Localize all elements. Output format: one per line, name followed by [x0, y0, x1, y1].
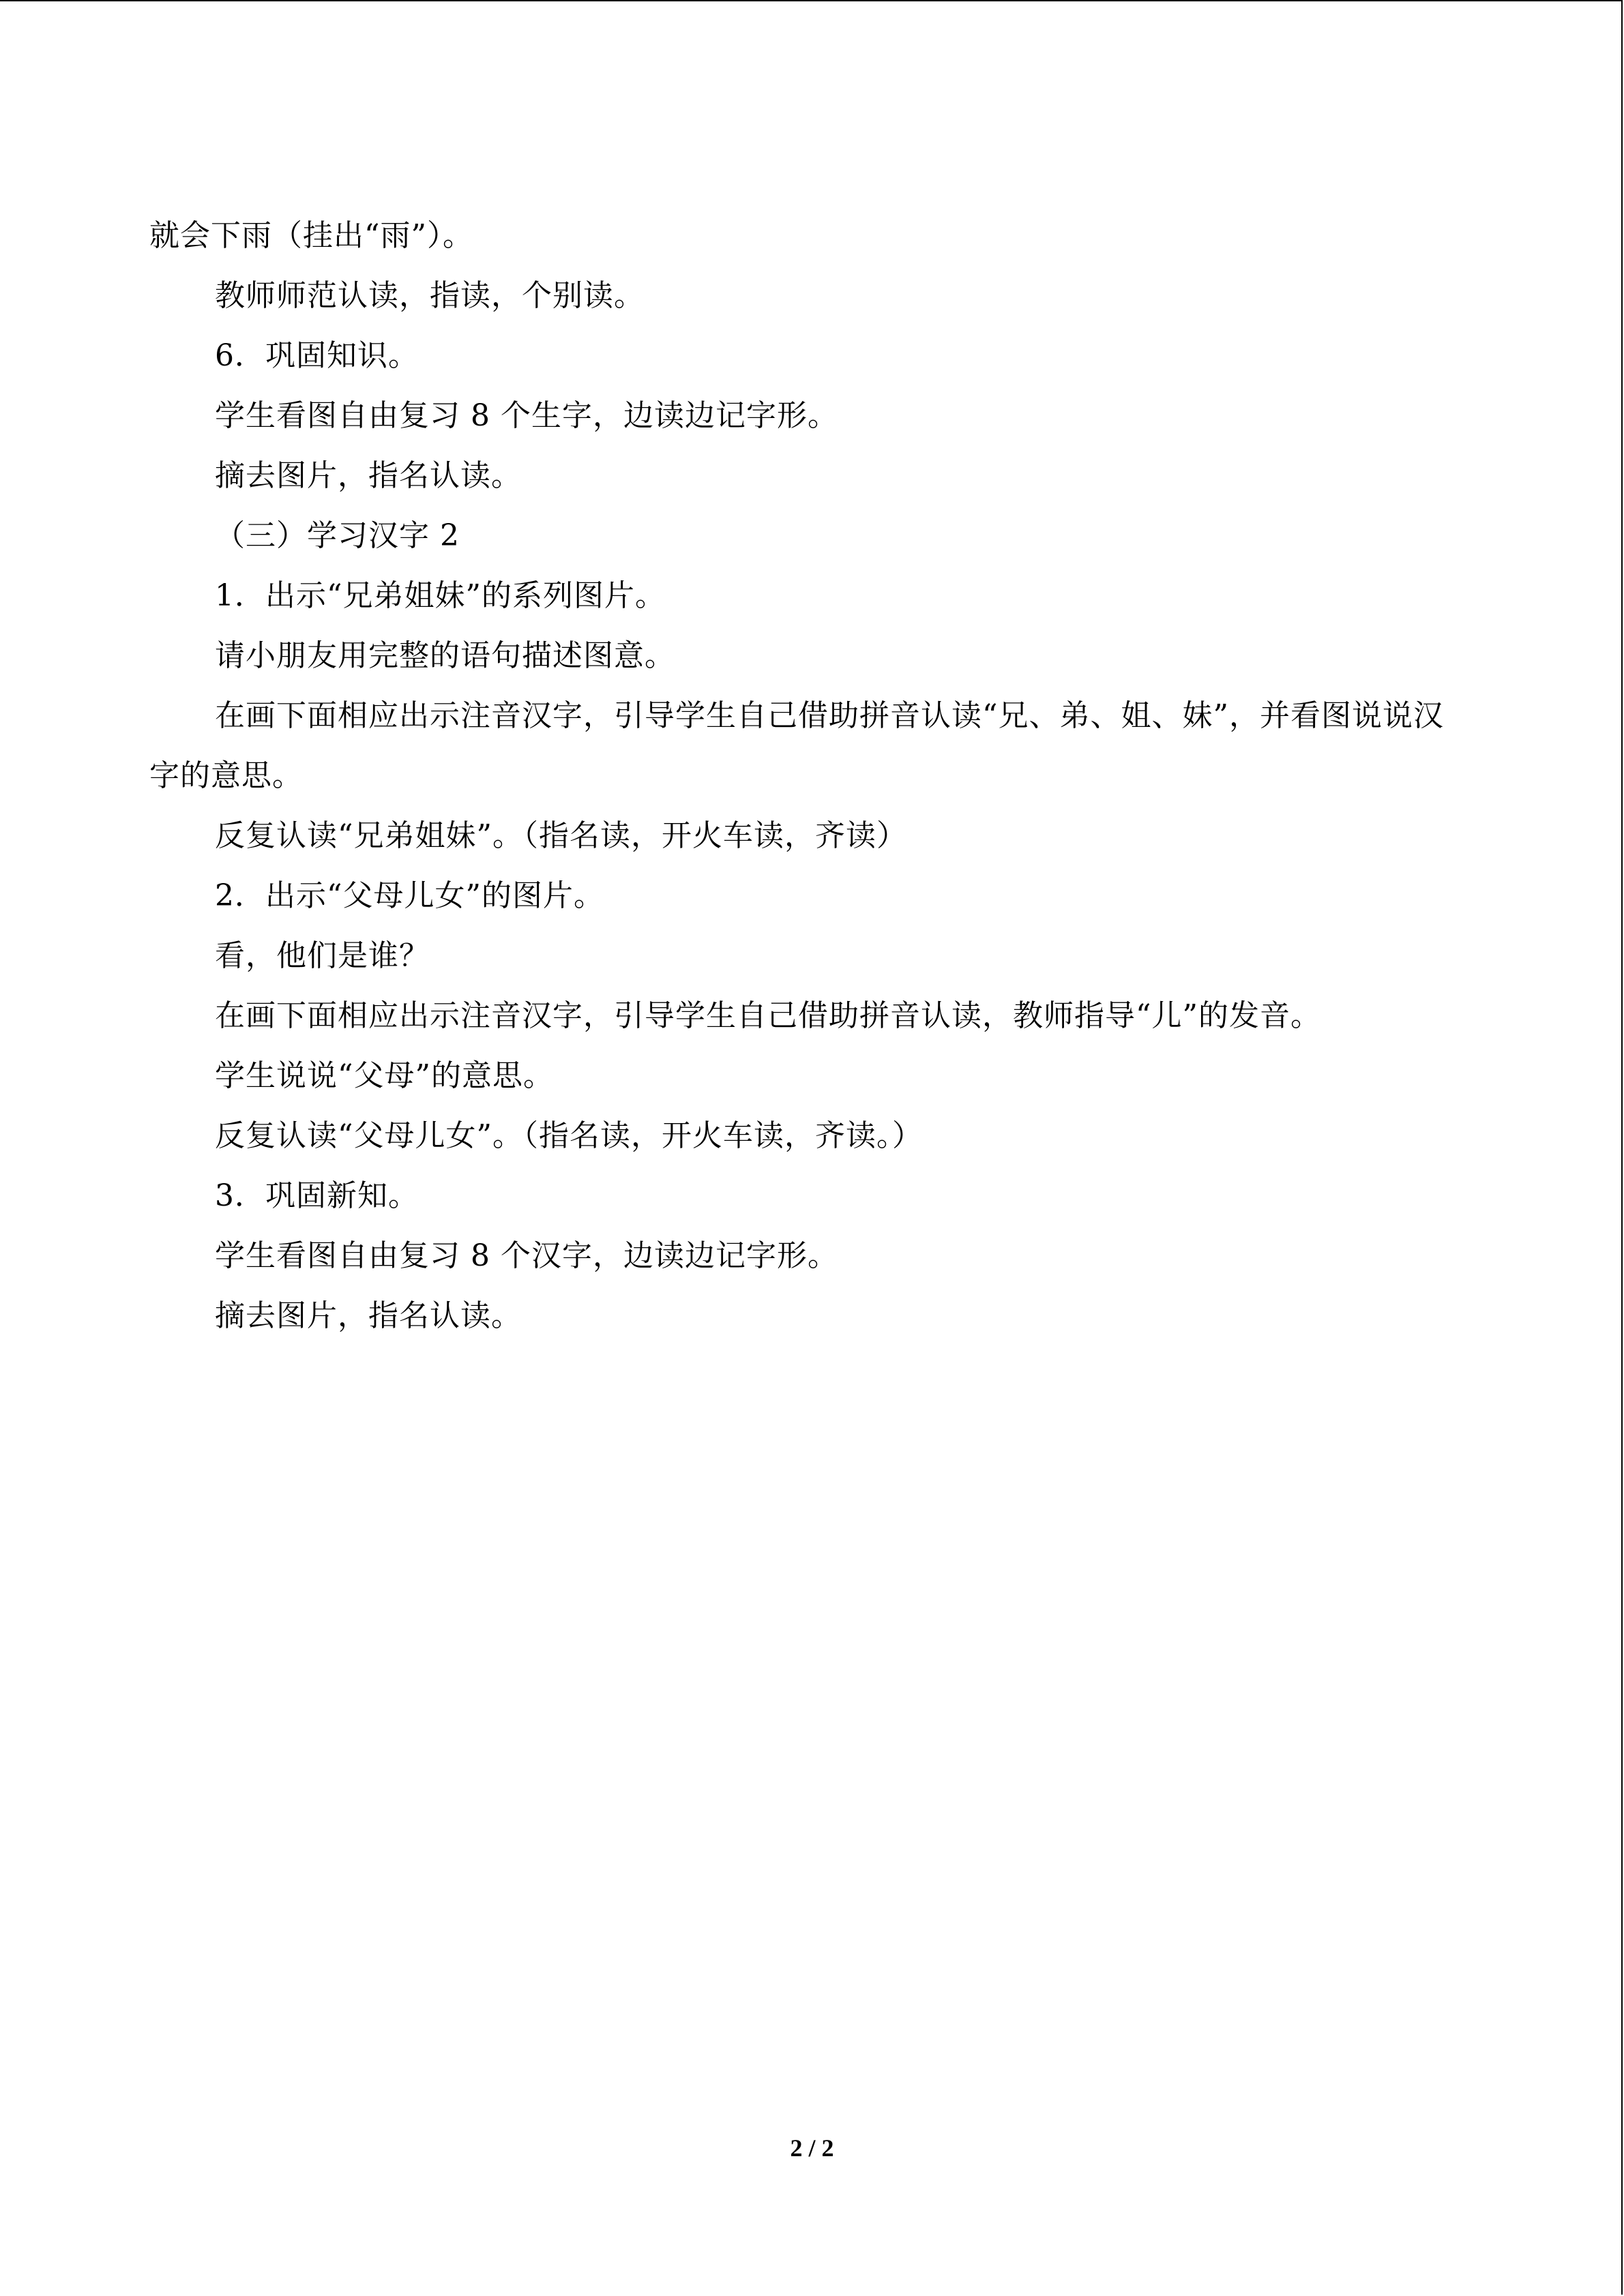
document-body [149, 206, 1459, 1346]
paragraph: 学生看图自由复习 8 个生字，边读边记字形。 [215, 398, 838, 433]
paragraph: 摘去图片，指名认读。 [215, 1298, 522, 1333]
section-heading: （三）学习汉字 2 [215, 518, 460, 553]
paragraph: 2．出示“父母儿女”的图片。 [215, 878, 604, 913]
paragraph: 就会下雨（挂出“雨”）。 [149, 218, 473, 253]
paragraph: 6．巩固知识。 [215, 338, 419, 373]
paragraph: 反复认读“父母儿女”。（指名读，开火车读，齐读。） [215, 1118, 923, 1153]
paragraph: 摘去图片，指名认读。 [215, 458, 522, 493]
page-number: 2 / 2 [790, 2134, 834, 2162]
paragraph: 在画下面相应出示注音汉字，引导学生自己借助拼音认读“兄、弟、姐、妹”，并看图说说汉字的意思。 [149, 698, 1444, 793]
paragraph: 学生看图自由复习 8 个汉字，边读边记字形。 [215, 1238, 838, 1273]
paragraph: 3．巩固新知。 [215, 1178, 419, 1213]
paragraph: 看，他们是谁？ [215, 938, 430, 973]
paragraph: 学生说说“父母”的意思。 [215, 1058, 554, 1093]
paragraph: 教师师范认读，指读，个别读。 [215, 278, 645, 313]
paragraph: 在画下面相应出示注音汉字，引导学生自己借助拼音认读，教师指导“儿”的发音。 [215, 998, 1321, 1033]
paragraph: 反复认读“兄弟姐妹”。（指名读，开火车读，齐读） [215, 818, 907, 853]
paragraph: 1．出示“兄弟姐妹”的系列图片。 [215, 578, 666, 613]
paragraph: 请小朋友用完整的语句描述图意。 [215, 638, 675, 673]
